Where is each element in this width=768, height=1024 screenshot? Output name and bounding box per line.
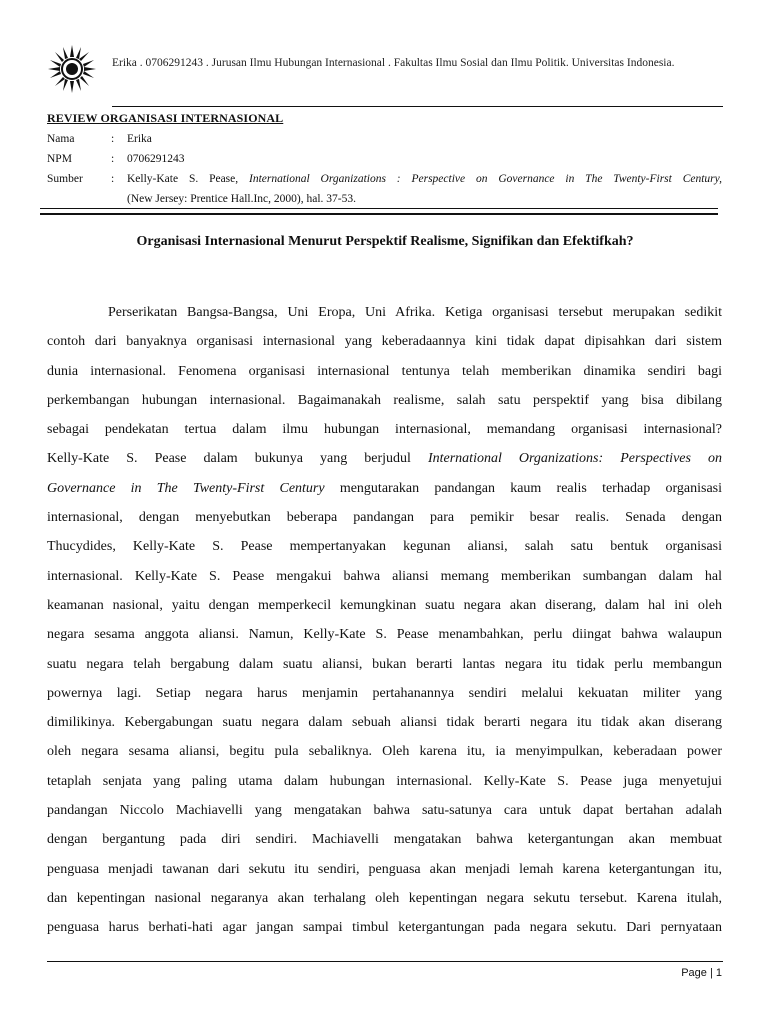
- meta-colon: :: [111, 133, 115, 145]
- body-line: internasional, dengan menyebutkan beberapa pandangan para pemikir besar realis. Senada dengan: [47, 510, 722, 526]
- body-line: sebagai pendekatan tertua dalam ilmu hubungan internasional, memandang organisasi internasional?: [47, 422, 722, 438]
- body-line: [47, 474, 722, 503]
- body-line: dan kepentingan nasional negaranya akan terhalang oleh kepentingan negara sekutu tersebut. Karena itulah,: [47, 890, 722, 906]
- footer-divider: [47, 961, 723, 962]
- meta-colon: :: [111, 173, 115, 185]
- book-title-italic: Governance in The Twenty-First Century: [47, 480, 325, 496]
- institution-line: Erika . 0706291243 . Jurusan Ilmu Hubungan Internasional . Fakultas Ilmu Sosial dan Ilmu Politik. Universitas Indonesia.: [112, 57, 675, 69]
- body-line: dimilikinya. Kebergabungan suatu negara dalam sebuah aliansi tidak berarti negara itu tidak akan diserang: [47, 715, 722, 731]
- meta-value: Erika: [127, 133, 152, 145]
- body-line: negara sesama anggota aliansi. Namun, Kelly-Kate S. Pease menambahkan, perlu diingat bahwa walaupun: [47, 627, 722, 643]
- university-logo: [46, 43, 98, 95]
- meta-value: [127, 171, 722, 187]
- body-line: contoh dari banyaknya organisasi internasional yang keberadaannya kini tidak dapat dipisahkan dari sistem: [47, 334, 722, 350]
- body-line-text: Kelly-Kate S. Pease dalam bukunya yang berjudul: [47, 451, 411, 467]
- page-number: Page | 1: [681, 967, 722, 979]
- body-line: dengan bergantung pada diri sendiri. Machiavelli mengatakan bahwa ketergantungan akan membuat: [47, 832, 722, 848]
- body-paragraph: [47, 298, 722, 943]
- source-book-title: International Organizations : Perspective on Governance in The Twenty-First Century,: [249, 173, 722, 185]
- document-title: Organisasi Internasional Menurut Perspektif Realisme, Signifikan dan Efektifkah?: [136, 234, 634, 249]
- book-title-italic: International Organizations: Perspectives on: [427, 451, 722, 467]
- section-divider: [40, 208, 718, 215]
- body-line: Thucydides, Kelly-Kate S. Pease mempertanyakan kegunan aliansi, salah satu bentuk organisasi: [47, 539, 722, 555]
- body-line: oleh negara sesama aliansi, begitu pula sebaliknya. Oleh karena itu, ia menyimpulkan, keberadaan power: [47, 744, 722, 760]
- body-line-text: mengutarakan pandangan kaum realis terhadap organisasi: [339, 480, 723, 496]
- body-line: dunia internasional. Fenomena organisasi internasional tentunya telah memberikan dinamika sendiri bagi: [47, 363, 722, 379]
- source-publisher: (New Jersey: Prentice Hall.Inc, 2000), hal. 37-53.: [127, 193, 356, 205]
- header-divider: [112, 106, 723, 107]
- source-author: Kelly-Kate S. Pease,: [127, 173, 249, 185]
- body-line: pandangan Niccolo Machiavelli yang mengatakan bahwa satu-satunya cara untuk dapat bertahan adalah: [47, 803, 722, 819]
- body-line: penguasa menjadi tawanan dari sekutu itu sendiri, penguasa akan menjadi lemah karena ketergantungan itu,: [47, 861, 722, 877]
- review-title: REVIEW ORGANISASI INTERNASIONAL: [47, 111, 284, 125]
- meta-label: Sumber: [47, 173, 83, 185]
- body-line: perkembangan hubungan internasional. Bagaimanakah realisme, salah satu perspektif yang bisa dibilang: [47, 392, 722, 408]
- body-line: [47, 444, 722, 473]
- body-line: suatu negara telah bergabung dalam suatu aliansi, bukan berarti lantas negara itu tidak perlu membangun: [47, 656, 722, 672]
- body-line: Perserikatan Bangsa-Bangsa, Uni Eropa, Uni Afrika. Ketiga organisasi tersebut merupakan sedikit: [108, 305, 722, 320]
- body-line: tetaplah senjata yang paling utama dalam hubungan internasional. Kelly-Kate S. Pease juga menyetujui: [47, 773, 722, 789]
- body-line: keamanan nasional, yaitu dengan memperkecil kemungkinan suatu negara akan diserang, dalam hal ini oleh: [47, 597, 722, 613]
- meta-label: Nama: [47, 133, 75, 145]
- body-line: internasional. Kelly-Kate S. Pease mengakui bahwa aliansi memang memberikan sumbangan dalam hal: [47, 568, 722, 584]
- body-line: powernya lagi. Setiap negara harus menjamin pertahanannya sendiri melalui kekuatan militer yang: [47, 685, 722, 701]
- meta-value: 0706291243: [127, 153, 185, 165]
- meta-colon: :: [111, 153, 115, 165]
- body-line: penguasa harus berhati-hati agar jangan sampai timbul ketergantungan pada negara sekutu. Dari pernyataan: [47, 920, 722, 936]
- meta-label: NPM: [47, 153, 72, 165]
